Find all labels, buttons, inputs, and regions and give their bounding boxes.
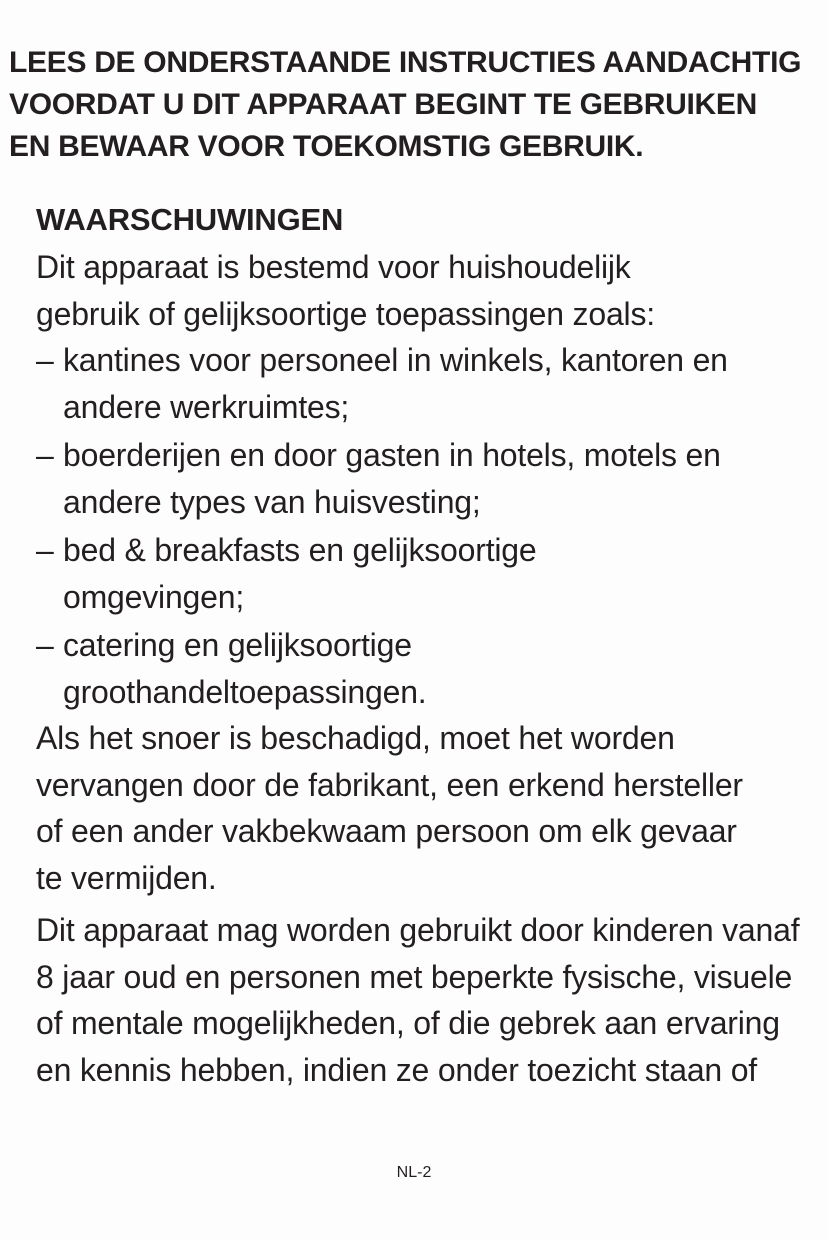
dash-bullet: – [36,627,54,663]
warnings-section [36,198,816,1093]
usage-list [36,337,816,715]
list-item [36,527,623,620]
intro-paragraph: Dit apparaat is bestemd voor huishoudelijk gebruik of gelijksoortige toepassingen zoals: [36,249,655,332]
dash-bullet: – [36,532,54,568]
instructions-header [9,42,824,168]
list-item-text: boerderijen en door gasten in hotels, motels en andere types van huisvesting; [63,437,721,520]
list-item-text: kantines voor personeel in winkels, kantoren en andere werkruimtes; [63,342,728,425]
cord-warning-paragraph: Als het snoer is beschadigd, moet het worden vervangen door de fabrikant, een erkend hersteller of een ander vakbekwaam persoon om elk gevaar te vermijden. [36,720,743,896]
list-item [36,432,783,525]
header-line: VOORDAT U DIT APPARAAT BEGINT TE GEBRUIKEN [9,88,757,121]
header-line: EN BEWAAR VOOR TOEKOMSTIG GEBRUIK. [9,130,644,163]
page-number: NL-2 [396,1164,432,1181]
dash-bullet: – [36,437,54,473]
section-title: WAARSCHUWINGEN [36,202,344,237]
dash-bullet: – [36,342,54,378]
header-line: LEES DE ONDERSTAANDE INSTRUCTIES AANDACHTIG [9,46,802,79]
list-item-text: catering en gelijksoortige groothandeltoepassingen. [63,627,427,710]
list-item [36,337,783,430]
list-item-text: bed & breakfasts en gelijksoortige omgevingen; [63,532,537,615]
list-item [36,622,503,715]
children-warning-paragraph: Dit apparaat mag worden gebruikt door kinderen vanaf 8 jaar oud en personen met beperkte fysische, visuele of mentale mogelijkheden, of die gebrek aan ervaring en kennis hebben, indien ze onder toezicht staan of [36,912,800,1088]
